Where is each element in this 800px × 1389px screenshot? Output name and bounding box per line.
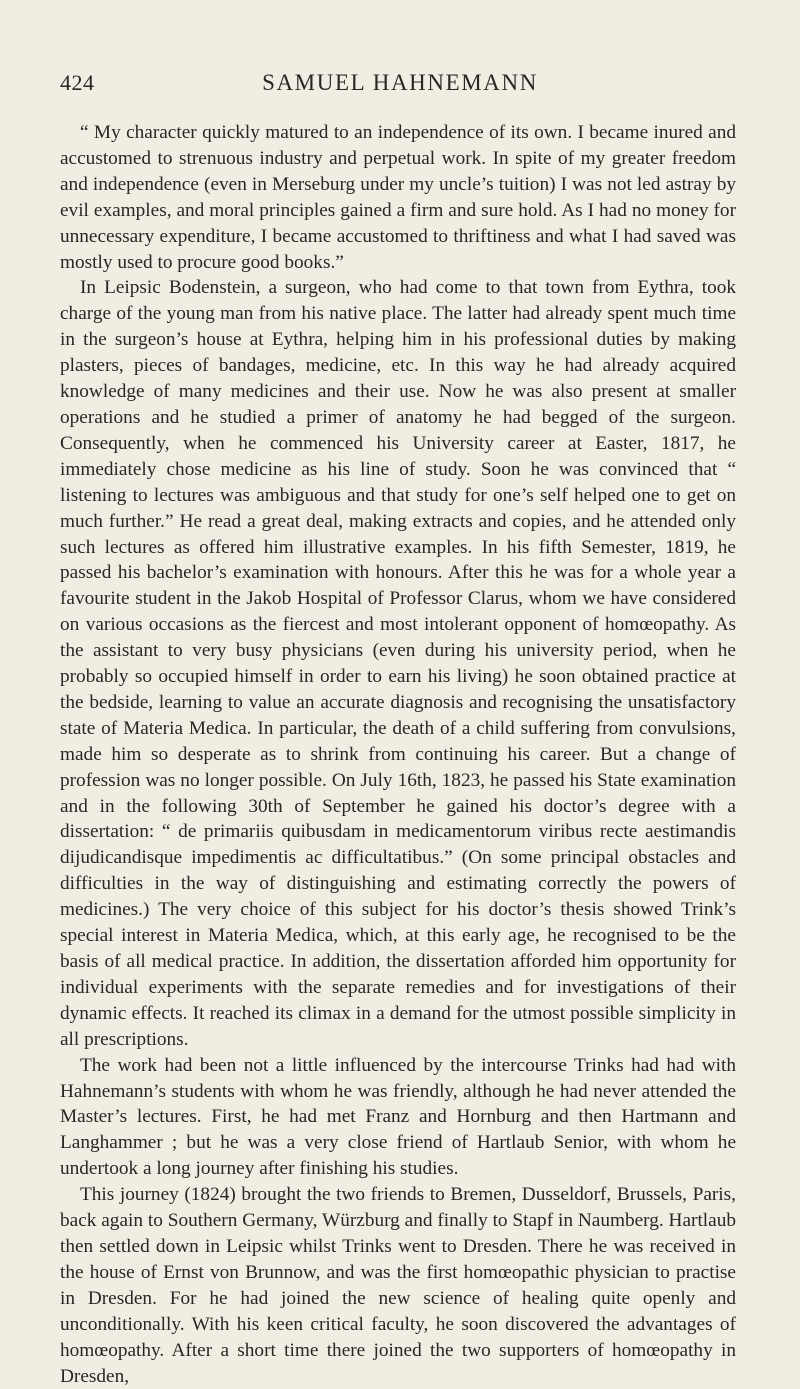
page-number: 424 — [60, 70, 95, 95]
paragraph-4: This journey (1824) brought the two friends to Bremen, Dusseldorf, Brussels, Paris, back again to Southern Germany, Würzburg and finally to Stapf in Naumberg. Hartlaub then settled down in Leipsic whilst Trinks went to Dresden. There he was received in the house of Ernst von Brunnow, and was the first homœopathic physician to practise in Dresden. For he had joined the new science of healing quite openly and unconditionally. With his keen critical faculty, he soon discovered the advantages of homœopathy. After a short time there joined the two supporters of homœopathy in Dresden, — [60, 1184, 736, 1387]
running-head: SAMUEL HAHNEMANN — [262, 70, 538, 95]
page-header — [60, 70, 740, 110]
body-text — [60, 120, 736, 1389]
paragraph-2: In Leipsic Bodenstein, a surgeon, who had come to that town from Eythra, took charge of the young man from his native place. The latter had already spent much time in the surgeon’s house at Eythra, helping him in his professional duties by making plasters, pieces of bandages, medicine, etc. In this way he had already acquired knowledge of many medicines and their use. Now he was also present at smaller operations and he studied a primer of anatomy he had begged of the surgeon. Consequently, when he commenced his University career at Easter, 1817, he immediately chose medicine as his line of study. Soon he was convinced that “ listening to lectures was ambiguous and that study for one’s self helped one to get on much further.” He read a great deal, making extracts and copies, and he attended only such lectures as offered him illustrative examples. In his fifth Semester, 1819, he passed his bachelor’s examination with honours. After this he was for a whole year a favourite student in the Jakob Hospital of Professor Clarus, whom we have considered on various occasions as the fiercest and most intolerant opponent of homœopathy. As the assistant to very busy physicians (even during his university period, when he probably so occupied himself in order to earn his living) he soon obtained practice at the bedside, learning to value an accurate diagnosis and recognising the unsatisfactory state of Materia Medica. In particular, the death of a child suffering from convulsions, made him so desperate as to shrink from continuing his career. But a change of profession was no longer possible. On July 16th, 1823, he passed his State examination and in the following 30th of September he gained his doctor’s degree with a dissertation: “ de primariis quibusdam in medicamentorum viribus recte aestimandis dijudicandisque impedimentis ac difficultatibus.” (On some principal obstacles and difficulties in the way of distinguishing and estimating correctly the powers of medicines.) The very choice of this subject for his doctor’s thesis showed Trink’s special interest in Materia Medica, which, at this early age, he recognised to be the basis of all medical practice. In addition, the dissertation afforded him opportunity for individual experiments with the separate remedies and for investigations of their dynamic effects. It reached its climax in a demand for the utmost possible simplicity in all prescriptions. — [60, 277, 736, 1050]
paragraph-3: The work had been not a little influenced by the intercourse Trinks had had with Hahnemann’s students with whom he was friendly, although he had never attended the Master’s lectures. First, he had met Franz and Hornburg and then Hartmann and Langhammer ; but he was a very close friend of Hartlaub Senior, with whom he undertook a long journey after finishing his studies. — [60, 1054, 736, 1180]
paragraph-1: “ My character quickly matured to an independence of its own. I became inured and accustomed to strenuous industry and perpetual work. In spite of my greater freedom and independence (even in Merseburg under my uncle’s tuition) I was not led astray by evil examples, and moral principles gained a firm and sure hold. As I had no money for unnecessary expenditure, I became accustomed to thriftiness and what I had saved was mostly used to procure good books.” — [60, 122, 736, 273]
